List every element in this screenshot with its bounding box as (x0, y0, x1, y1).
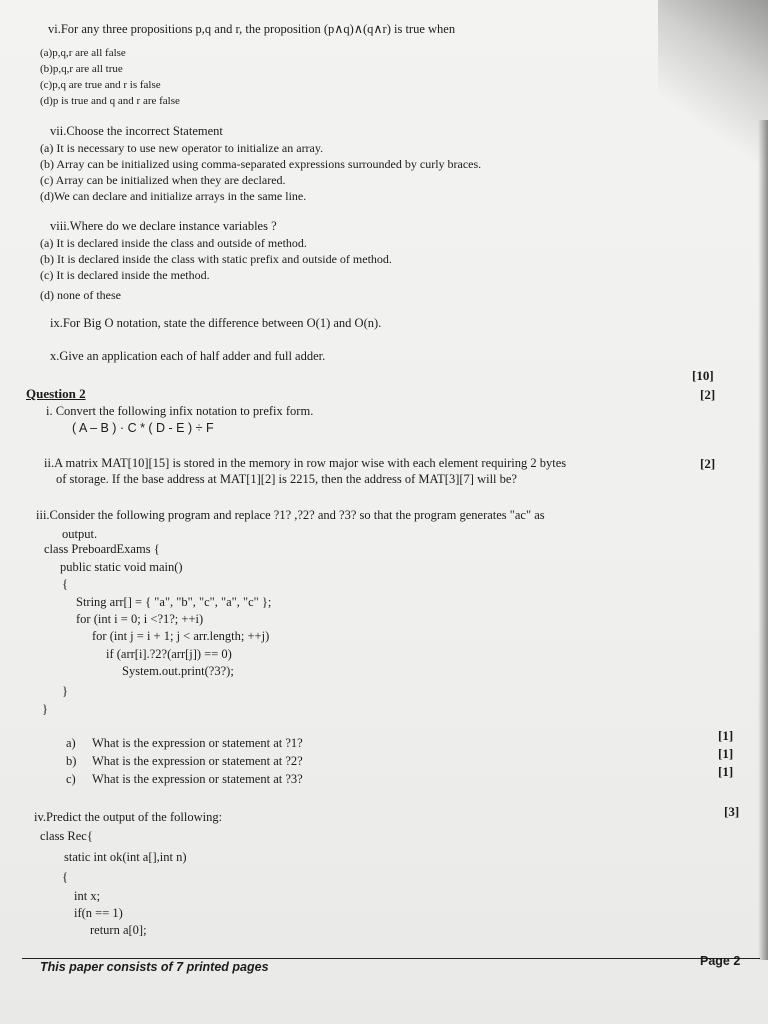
question-2-ii-line1: ii.A matrix MAT[10][15] is stored in the memory in row major wise with each element requiring 2 bytes (44, 456, 567, 470)
code-line: { (62, 870, 68, 884)
question-2-heading: Question 2 (26, 386, 86, 401)
option-vi-a: (a)p,q,r are all false (40, 47, 126, 59)
question-2-i: i. Convert the following infix notation to prefix form. (46, 404, 314, 418)
code-line: class Rec{ (40, 829, 93, 843)
question-x: x.Give an application each of half adder and full adder. (50, 349, 326, 363)
marks-sub: [1] (718, 728, 734, 743)
question-2-iii-line1: iii.Consider the following program and replace ?1? ,?2? and ?3? so that the program generates "ac" as (36, 508, 545, 522)
marks-sub: [1] (718, 764, 734, 779)
code-line: String arr[] = { "a", "b", "c", "a", "c" }; (76, 595, 272, 609)
code-line: { (62, 577, 68, 591)
option-vi-b: (b)p,q,r are all true (40, 63, 123, 75)
marks-q2-i: [2] (700, 387, 716, 402)
option-vii-c: (c) Array can be initialized when they are declared. (40, 173, 286, 187)
code-line: if(n == 1) (74, 906, 123, 920)
option-vii-d: (d)We can declare and initialize arrays in the same line. (40, 189, 307, 203)
option-vii-a: (a) It is necessary to use new operator to initialize an array. (40, 141, 324, 155)
marks-q2-iv: [3] (724, 804, 740, 819)
sub-question-text: What is the expression or statement at ?1? (92, 736, 303, 750)
question-vi: vi.For any three propositions p,q and r, the proposition (p∧q)∧(q∧r) is true when (48, 22, 456, 36)
option-vi-d: (d)p is true and q and r are false (40, 95, 180, 107)
sub-question-text: What is the expression or statement at ?2? (92, 754, 303, 768)
question-viii: viii.Where do we declare instance variables ? (50, 219, 277, 233)
option-viii-a: (a) It is declared inside the class and outside of method. (40, 236, 307, 250)
sub-question-label: a) (66, 736, 76, 750)
code-line: for (int i = 0; i <?1?; ++i) (76, 612, 204, 626)
sub-question-label: b) (66, 754, 77, 768)
question-ix: ix.For Big O notation, state the difference between O(1) and O(n). (50, 316, 382, 330)
paper-edge-shadow (758, 120, 768, 960)
footer-page-number: Page 2 (700, 954, 741, 968)
question-2-ii-line2: of storage. If the base address at MAT[1][2] is 2215, then the address of MAT[3][7] will be? (56, 472, 517, 486)
marks-q1: [10] (692, 368, 714, 383)
sub-question-text: What is the expression or statement at ?3? (92, 772, 303, 786)
sub-question-label: c) (66, 772, 76, 786)
code-line: return a[0]; (90, 923, 147, 937)
code-line: static int ok(int a[],int n) (64, 850, 187, 864)
footer-divider (22, 958, 760, 959)
question-2-iv: iv.Predict the output of the following: (34, 810, 223, 824)
marks-sub: [1] (718, 746, 734, 761)
code-line: public static void main() (60, 560, 183, 574)
option-vii-b: (b) Array can be initialized using comma-separated expressions surrounded by curly braces. (40, 157, 482, 171)
code-line: for (int j = i + 1; j < arr.length; ++j) (92, 629, 270, 643)
paper-corner-shadow (658, 0, 768, 170)
option-viii-d: (d) none of these (40, 288, 121, 302)
code-line: int x; (74, 889, 101, 903)
code-line: System.out.print(?3?); (122, 664, 234, 678)
footer-page-count: This paper consists of 7 printed pages (40, 960, 269, 974)
infix-expression: ( A – B ) · C * ( D - E ) ÷ F (72, 421, 214, 435)
code-line: if (arr[i].?2?(arr[j]) == 0) (106, 647, 232, 661)
code-line: } (62, 684, 68, 698)
option-viii-b: (b) It is declared inside the class with static prefix and outside of method. (40, 252, 392, 266)
code-line: class PreboardExams { (44, 542, 160, 556)
marks-q2-ii: [2] (700, 456, 716, 471)
question-2-iii-line2: output. (62, 527, 98, 541)
option-vi-c: (c)p,q are true and r is false (40, 79, 161, 91)
option-viii-c: (c) It is declared inside the method. (40, 268, 210, 282)
code-line: } (42, 702, 48, 716)
question-vii: vii.Choose the incorrect Statement (50, 124, 223, 138)
